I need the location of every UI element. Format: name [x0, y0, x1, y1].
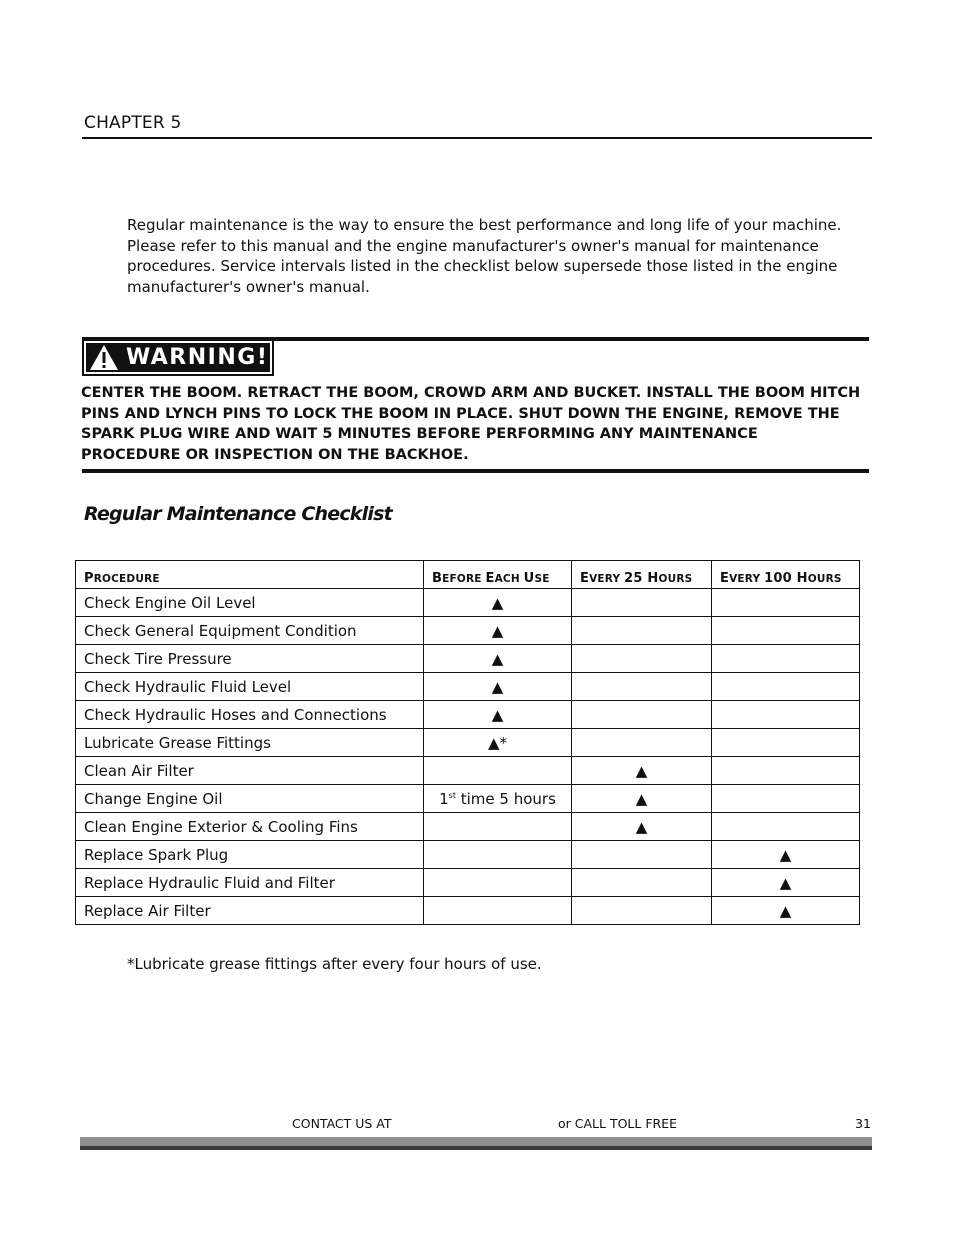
every-100-hours-cell — [712, 729, 860, 757]
every-25-hours-cell: ▲ — [572, 785, 712, 813]
warning-badge — [82, 339, 274, 376]
every-25-hours-cell — [572, 617, 712, 645]
table-row — [76, 897, 860, 925]
procedure-cell: Replace Hydraulic Fluid and Filter — [76, 869, 424, 897]
checklist-footnote: *Lubricate grease fittings after every four hours of use. — [127, 955, 542, 973]
every-25-hours-cell — [572, 673, 712, 701]
table-row — [76, 589, 860, 617]
procedure-cell: Check General Equipment Condition — [76, 617, 424, 645]
before-each-use-cell — [424, 897, 572, 925]
procedure-cell: Replace Spark Plug — [76, 841, 424, 869]
every-100-hours-cell: ▲ — [712, 869, 860, 897]
warning-triangle-icon — [86, 342, 122, 373]
every-25-hours-cell: ▲ — [572, 757, 712, 785]
procedure-cell: Replace Air Filter — [76, 897, 424, 925]
before-each-use-cell: ▲ — [424, 645, 572, 673]
every-100-hours-cell — [712, 617, 860, 645]
before-each-use-cell — [424, 813, 572, 841]
every-25-hours-cell — [572, 897, 712, 925]
header-before-each-use: BEFORE EACH USE — [424, 561, 572, 589]
every-25-hours-cell — [572, 729, 712, 757]
procedure-cell: Change Engine Oil — [76, 785, 424, 813]
every-100-hours-cell — [712, 785, 860, 813]
footer-contact: CONTACT US AT — [292, 1116, 392, 1131]
footer-call: or CALL TOLL FREE — [558, 1116, 677, 1131]
chapter-divider — [82, 137, 872, 139]
table-row — [76, 785, 860, 813]
before-each-use-cell: ▲ — [424, 673, 572, 701]
procedure-cell: Check Hydraulic Fluid Level — [76, 673, 424, 701]
table-row — [76, 757, 860, 785]
every-100-hours-cell — [712, 813, 860, 841]
table-row — [76, 645, 860, 673]
table-row — [76, 673, 860, 701]
table-header-row — [76, 561, 860, 589]
before-each-use-cell: ▲ — [424, 701, 572, 729]
table-row — [76, 729, 860, 757]
before-each-use-cell: ▲* — [424, 729, 572, 757]
procedure-cell: Clean Engine Exterior & Cooling Fins — [76, 813, 424, 841]
every-25-hours-cell — [572, 701, 712, 729]
before-each-use-cell — [424, 757, 572, 785]
checklist-title: Regular Maintenance Checklist — [84, 503, 392, 525]
maintenance-checklist-table — [75, 560, 860, 925]
table-row — [76, 813, 860, 841]
footer-bar — [80, 1137, 872, 1146]
before-each-use-cell — [424, 841, 572, 869]
procedure-cell: Check Engine Oil Level — [76, 589, 424, 617]
every-100-hours-cell — [712, 645, 860, 673]
every-25-hours-cell — [572, 841, 712, 869]
footer-bar-shadow — [80, 1146, 872, 1150]
page-number: 31 — [855, 1116, 871, 1131]
warning-text: CENTER THE BOOM. RETRACT THE BOOM, CROWD ARM AND BUCKET. INSTALL THE BOOM HITCH PINS AND LYNCH PINS TO LOCK THE BOOM IN PLACE. SHUT DOWN THE ENGINE, REMOVE THE SPARK PLUG WIRE AND WAIT 5 MINUTES BEFORE PERFORMING ANY MAINTENANCE PROCEDURE OR INSPECTION ON THE BACKHOE. — [81, 385, 861, 463]
every-25-hours-cell — [572, 869, 712, 897]
every-100-hours-cell: ▲ — [712, 897, 860, 925]
intro-paragraph: Regular maintenance is the way to ensure the best performance and long life of your machine. Please refer to this manual and the engine manufacturer's owner's manual for maintenance procedures. Service intervals listed in the checklist below supersede those listed in the engine manufacturer's owner's manual. — [127, 216, 842, 296]
every-100-hours-cell: ▲ — [712, 841, 860, 869]
warning-bottom-rule — [82, 469, 869, 473]
before-each-use-cell: ▲ — [424, 617, 572, 645]
every-100-hours-cell — [712, 757, 860, 785]
every-100-hours-cell — [712, 673, 860, 701]
table-row — [76, 869, 860, 897]
before-each-use-cell: 1st time 5 hours — [424, 785, 572, 813]
chapter-heading: CHAPTER 5 — [84, 113, 182, 133]
header-procedure: PROCEDURE — [76, 561, 424, 589]
procedure-cell: Check Hydraulic Hoses and Connections — [76, 701, 424, 729]
every-25-hours-cell — [572, 645, 712, 673]
before-each-use-cell — [424, 869, 572, 897]
every-25-hours-cell — [572, 589, 712, 617]
procedure-cell: Clean Air Filter — [76, 757, 424, 785]
header-every-100-hours: EVERY 100 HOURS — [712, 561, 860, 589]
every-100-hours-cell — [712, 589, 860, 617]
every-25-hours-cell: ▲ — [572, 813, 712, 841]
every-100-hours-cell — [712, 701, 860, 729]
before-each-use-cell: ▲ — [424, 589, 572, 617]
table-row — [76, 701, 860, 729]
procedure-cell: Lubricate Grease Fittings — [76, 729, 424, 757]
table-row — [76, 617, 860, 645]
table-row — [76, 841, 860, 869]
procedure-cell: Check Tire Pressure — [76, 645, 424, 673]
header-every-25-hours: EVERY 25 HOURS — [572, 561, 712, 589]
warning-label: WARNING! — [126, 345, 269, 370]
